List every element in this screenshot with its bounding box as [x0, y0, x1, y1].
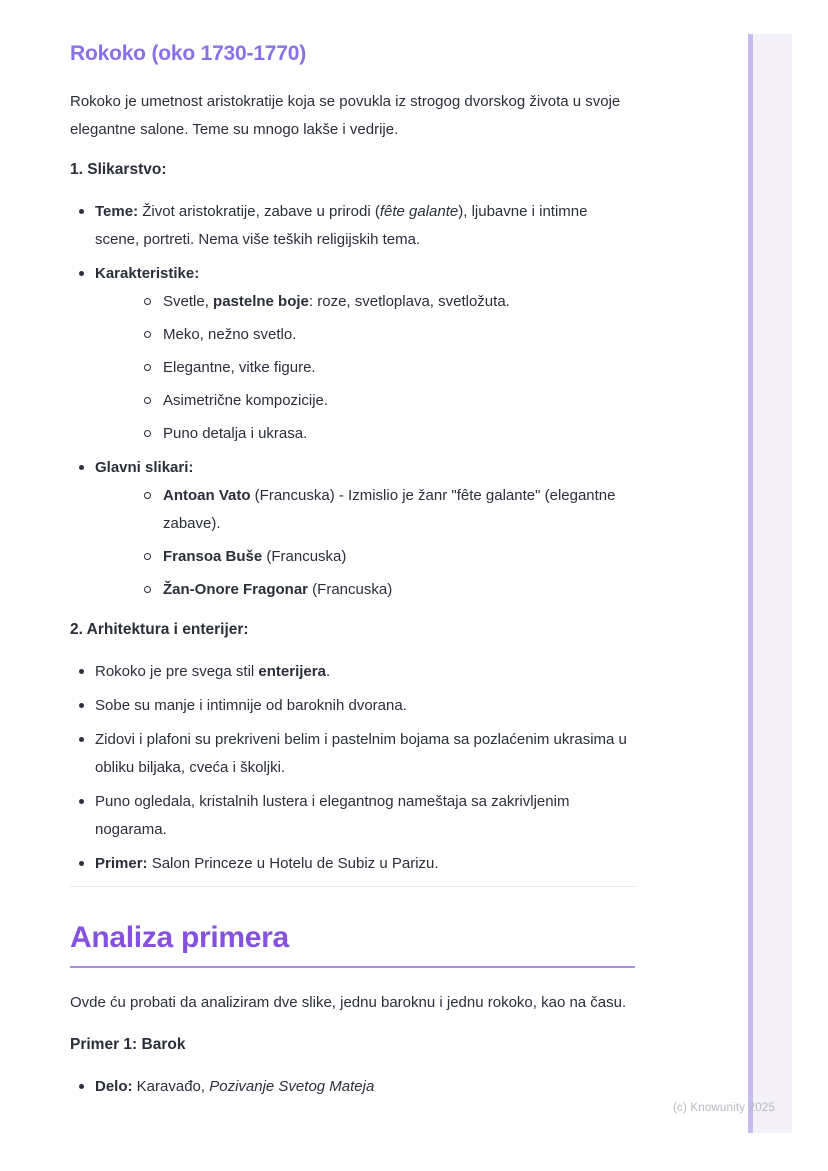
bullet-delo — [70, 1073, 635, 1101]
sub-bullet-pastelne-boje — [138, 288, 635, 316]
heading-rokoko: Rokoko (oko 1730-1770) — [70, 42, 307, 65]
bullet-karakteristike — [70, 260, 635, 448]
antoan-vato-rest: (Francuska) - Izmislio je žanr "fête galante" (elegantne zabave). — [163, 487, 616, 532]
heading-analiza-primera: Analiza primera — [70, 921, 289, 954]
teme-text-pre: Život aristokratije, zabave u prirodi ( — [138, 203, 380, 220]
antoan-vato-bold: Antoan Vato — [163, 487, 251, 504]
heading-slikarstvo: 1. Slikarstvo: — [70, 161, 167, 178]
sub-bullet-asimetricne: Asimetrične kompozicije. — [138, 387, 635, 415]
sub-bullet-vitke-figure: Elegantne, vitke figure. — [138, 354, 635, 382]
bullet-glavni-slikari — [70, 454, 635, 604]
bullet-teme — [70, 198, 635, 254]
enterijera-bold: enterijera — [258, 663, 326, 680]
bullet-primer-salon — [70, 850, 635, 878]
sub-bullet-puno-detalja: Puno detalja i ukrasa. — [138, 420, 635, 448]
fragonar-bold: Žan-Onore Fragonar — [163, 581, 309, 598]
paragraph-rokoko-intro: Rokoko je umetnost aristokratije koja se povukla iz strogog dvorskog života u svoje elegantne salone. Teme su mnogo lakše i vedrije. — [70, 93, 621, 138]
fransoa-buse-rest: (Francuska) — [262, 548, 347, 565]
fransoa-buse-bold: Fransoa Buše — [163, 548, 263, 565]
enterijera-post: . — [325, 663, 331, 680]
pastelne-post: : roze, svetloplava, svetložuta. — [308, 293, 510, 310]
fragonar-rest: (Francuska) — [308, 581, 393, 598]
sub-bullet-antoan-vato — [138, 482, 635, 538]
list-arhitektura — [70, 658, 635, 878]
pastelne-pre: Svetle, — [163, 293, 214, 310]
glavni-slikari-label: Glavni slikari: — [95, 459, 194, 476]
teme-italic: fête galante — [379, 203, 459, 220]
bullet-ogledala: Puno ogledala, kristalnih lustera i elegantnog nameštaja sa zakrivljenim nogarama. — [70, 788, 635, 844]
sub-bullet-fransoa-buse — [138, 543, 635, 571]
enterijera-pre: Rokoko je pre svega stil — [95, 663, 259, 680]
delo-italic: Pozivanje Svetog Mateja — [209, 1078, 375, 1095]
pastelne-bold: pastelne boje — [213, 293, 309, 310]
sublist-slikari — [138, 482, 635, 604]
bullet-zidovi: Zidovi i plafoni su prekriveni belim i pastelnim bojama sa pozlaćenim ukrasima u obliku biljaka, cveća i školjki. — [70, 726, 635, 782]
primer-rest: Salon Princeze u Hotelu de Subiz u Parizu. — [147, 855, 439, 872]
heading-primer1-barok: Primer 1: Barok — [70, 1036, 186, 1053]
delo-label: Delo: — [95, 1078, 133, 1095]
sub-bullet-meko-svetlo: Meko, nežno svetlo. — [138, 321, 635, 349]
heading-arhitektura: 2. Arhitektura i enterijer: — [70, 621, 249, 638]
teme-label: Teme: — [95, 203, 139, 220]
section-divider — [70, 886, 635, 887]
primer-label: Primer: — [95, 855, 148, 872]
bullet-stil-enterijera — [70, 658, 635, 686]
karakteristike-label: Karakteristike: — [95, 265, 200, 282]
list-primer1 — [70, 1073, 635, 1101]
list-slikarstvo — [70, 198, 635, 604]
sublist-karakteristike — [138, 288, 635, 448]
paragraph-analiza-intro: Ovde ću probati da analiziram dve slike, jednu baroknu i jednu rokoko, kao na času. — [70, 994, 627, 1011]
teme-text-post: ), ljubavne i intimne scene, portreti. Nema više teških religijskih tema. — [95, 203, 588, 248]
analiza-underline — [70, 966, 635, 968]
footer-copyright: (c) Knowunity 2025 — [672, 1102, 775, 1114]
document-content — [70, 0, 635, 1107]
right-highlight-bar — [748, 34, 792, 1133]
sub-bullet-fragonar — [138, 576, 635, 604]
bullet-sobe: Sobe su manje i intimnije od baroknih dvorana. — [70, 692, 635, 720]
delo-mid: Karavađo, — [132, 1078, 210, 1095]
